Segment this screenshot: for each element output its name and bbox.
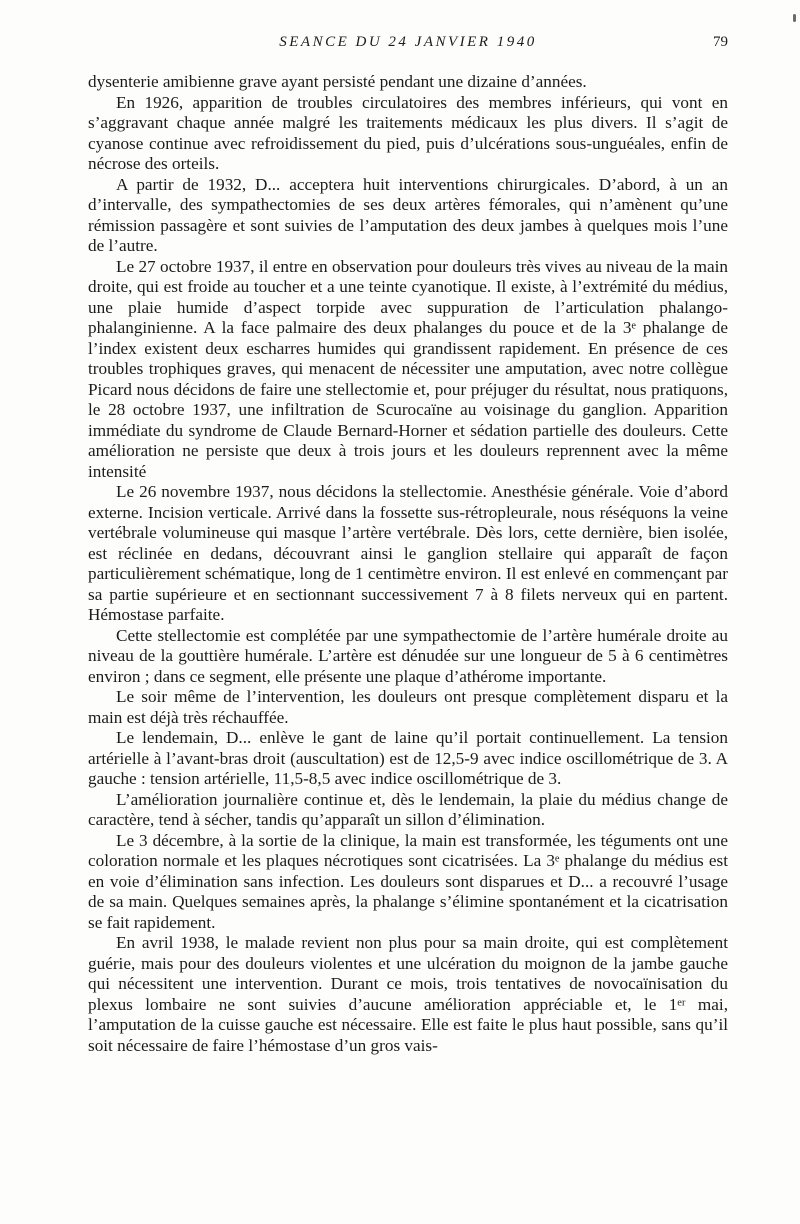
paragraph: Le 26 novembre 1937, nous décidons la stellectomie. Anesthésie générale. Voie d’abord externe. Incision verticale. Arrivé dans la fossette sus-rétropleurale, nous réséquons la veine vertébrale volumineuse qui masque l’artère vertébrale. Dès lors, cette dernière, bien isolée, est réclinée en dedans, découvrant ainsi le ganglion stellaire qui apparaît de façon particulièrement schématique, long de 1 centimètre environ. Il est enlevé en commençant par sa partie supérieure et en sectionnant successivement 7 à 8 filets nerveux qui en partent. Hémostase parfaite. <box>88 482 728 624</box>
paragraph-continuation: dysenterie amibienne grave ayant persisté pendant une dizaine d’années. <box>88 72 587 91</box>
paragraph: En 1926, apparition de troubles circulatoires des membres inférieurs, qui vont en s’aggravant chaque année malgré les traitements médicaux les plus divers. Il s’agit de cyanose continue avec refroidissement du pied, puis d’ulcérations sous-unguéales, enfin de nécrose des orteils. <box>88 92 728 173</box>
page-number: 79 <box>713 34 728 50</box>
paragraph: L’amélioration journalière continue et, dès le lendemain, la plaie du médius change de caractère, tend à sécher, tandis qu’apparaît un sillon d’élimination. <box>88 789 728 829</box>
paragraph: Cette stellectomie est complétée par une sympathectomie de l’artère humérale droite au niveau de la gouttière humérale. L’artère est dénudée sur une longueur de 5 à 6 centimètres environ ; dans ce segment, elle présente une plaque d’athérome importante. <box>88 625 728 686</box>
paragraph: Le 27 octobre 1937, il entre en observation pour douleurs très vives au niveau de la main droite, qui est froide au toucher et a une teinte cyanotique. Il existe, à l’extrémité du médius, une plaie humide d’aspect torpide avec suppuration de l’articulation phalango-phalanginienne. A la face palmaire des deux phalanges du pouce et de la 3ᵉ phalange de l’index existent deux escharres humides qui grandissent rapidement. En présence de ces troubles trophiques graves, qui menacent de nécessiter une amputation, avec notre collègue Picard nous décidons de faire une stellectomie et, pour préjuger du résultat, nous pratiquons, le 28 octobre 1937, une infiltration de Scurocaïne au voisinage du ganglion. Apparition immédiate du syndrome de Claude Bernard-Horner et sédation partielle des douleurs. Cette amélioration ne persiste que deux à trois jours et les douleurs reprennent avec la même intensité <box>88 256 728 481</box>
paragraph: Le 3 décembre, à la sortie de la clinique, la main est transformée, les téguments ont une coloration normale et les plaques nécrotiques sont cicatrisées. La 3ᵉ phalange du médius est en voie d’élimination sans infection. Les douleurs sont disparues et D... a recouvré l’usage de sa main. Quelques semaines après, la phalange s’élimine spontanément et la cicatrisation se fait rapidement. <box>88 830 728 932</box>
paragraph: En avril 1938, le malade revient non plus pour sa main droite, qui est complètement guérie, mais pour des douleurs violentes et une ulcération du moignon de la jambe gauche qui nécessitent une intervention. Durant ce mois, trois tentatives de novocaïnisation du plexus lombaire ne sont suivies d’aucune amélioration appréciable et, le 1ᵉʳ mai, l’amputation de la cuisse gauche est nécessaire. Elle est faite le plus haut possible, sans qu’il soit nécessaire de faire l’hémostase d’un gros vais- <box>88 933 728 1055</box>
margin-mark <box>793 14 796 22</box>
body-text <box>88 72 728 1056</box>
paragraph: A partir de 1932, D... acceptera huit interventions chirurgicales. D’abord, à un an d’intervalle, des sympathectomies de ses deux artères fémorales, qui n’amènent qu’une rémission passagère et sont suivies de l’amputation des deux jambes à quelques mois l’une de l’autre. <box>88 174 728 255</box>
paragraph: Le lendemain, D... enlève le gant de laine qu’il portait continuellement. La tension artérielle à l’avant-bras droit (auscultation) est de 12,5-9 avec indice oscillométrique de 3. A gauche : tension artérielle, 11,5-8,5 avec indice oscillométrique de 3. <box>88 728 728 788</box>
running-head: SEANCE DU 24 JANVIER 1940 <box>279 34 537 50</box>
paragraph: Le soir même de l’intervention, les douleurs ont presque complètement disparu et la main est déjà très réchauffée. <box>88 687 728 727</box>
page-header <box>88 32 728 56</box>
